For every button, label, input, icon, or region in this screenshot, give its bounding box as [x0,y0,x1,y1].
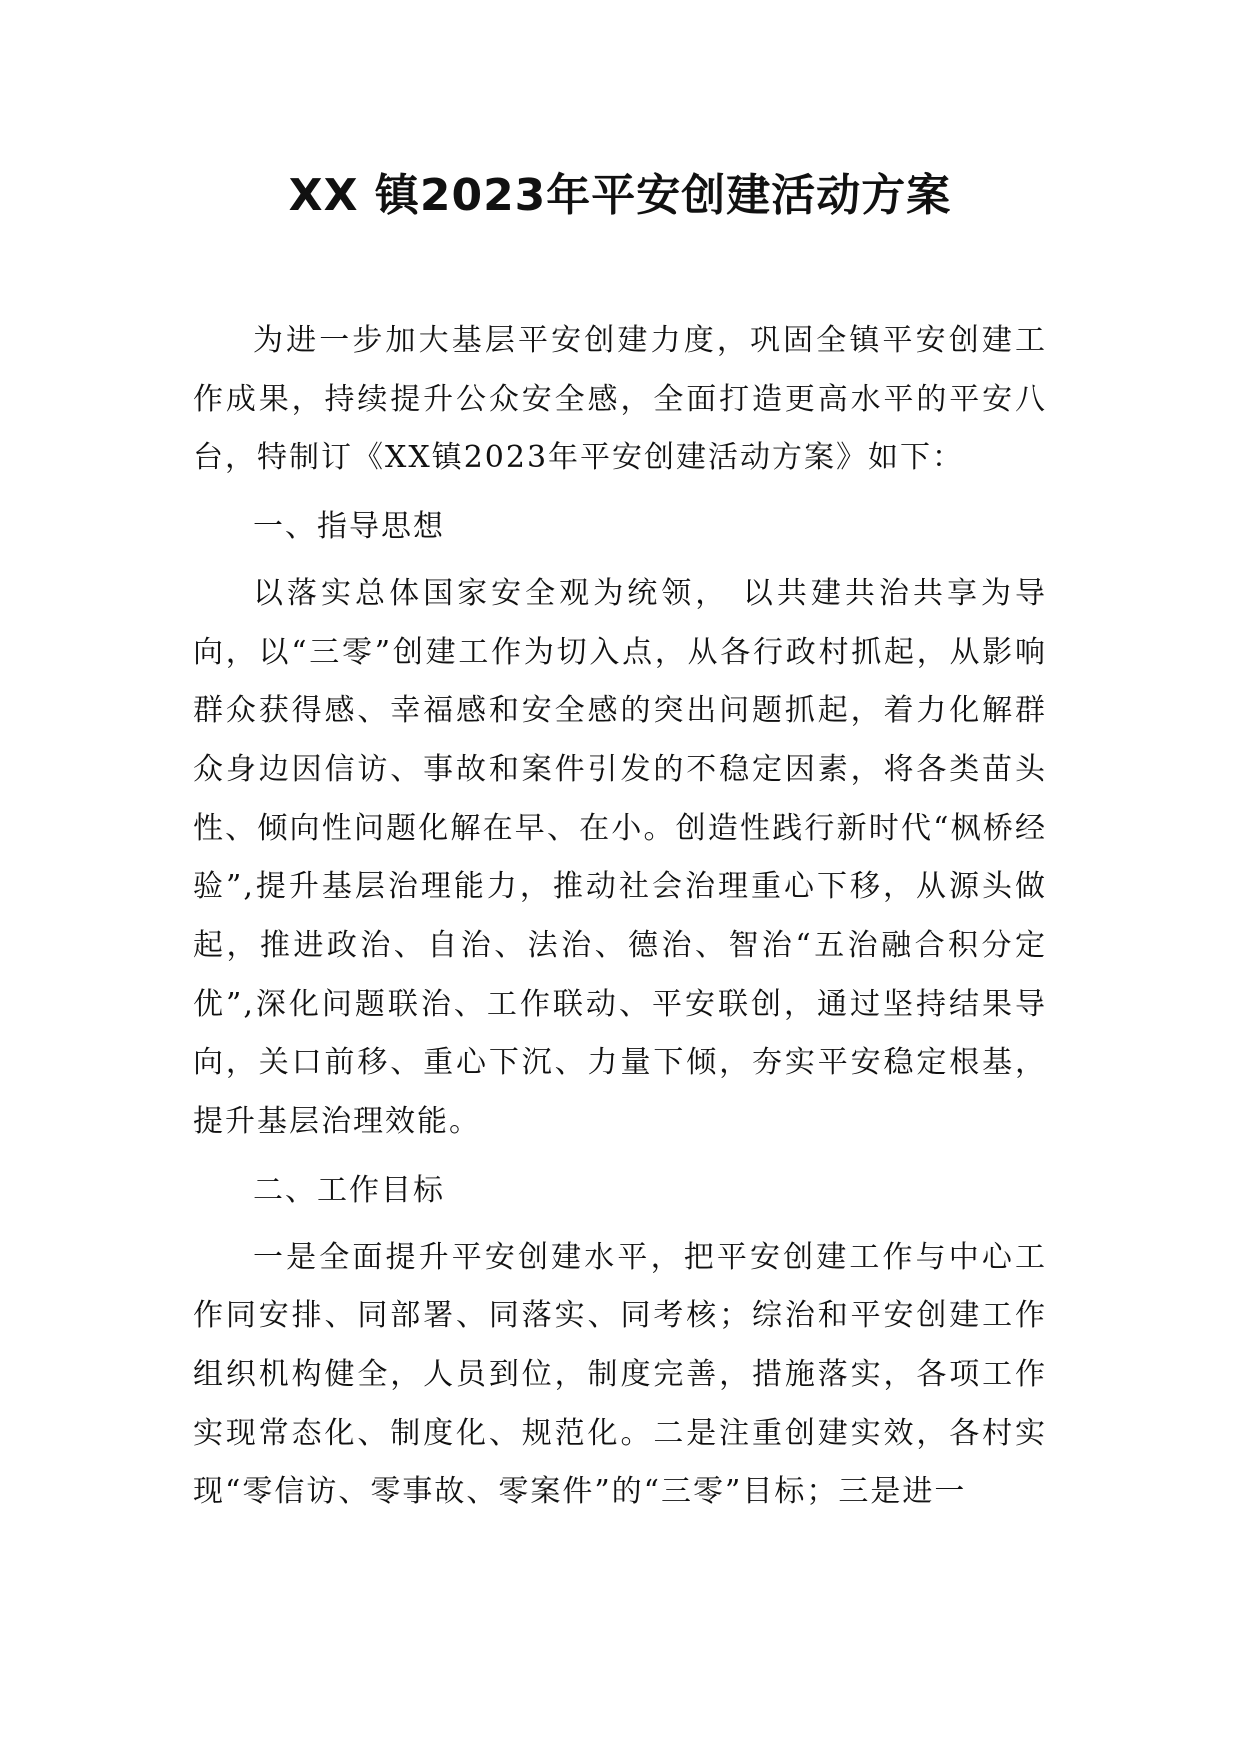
section-body-work-goals: 一是全面提升平安创建水平，把平安创建工作与中心工作同安排、同部署、同落实、同考核；综治和平安创建工作组织机构健全，人员到位，制度完善，措施落实，各项工作实现常态化、制度化、规范化。二是注重创建实效，各村实现“零信访、零事故、零案件”的“三零”目标；三是进一 [193,1239,1047,1510]
document-title: XX 镇2023年平安创建活动方案 [288,170,952,221]
document-body [193,312,1047,1522]
section-heading-work-goals: 二、工作目标 [253,1172,445,1208]
section-body-guiding-ideology: 以落实总体国家安全观为统领， 以共建共治共享为导向，以“三零”创建工作为切入点，从各行政村抓起，从影响群众获得感、幸福感和安全感的突出问题抓起，着力化解群众身边因信访、事故和案件引发的不稳定因素，将各类苗头性、倾向性问题化解在早、在小。创造性践行新时代“枫桥经验”,提升基层治理能力，推动社会治理重心下移，从源头做起，推进政治、自治、法治、德治、智治“五治融合积分定优”,深化问题联治、工作联动、平安联创，通过坚持结果导向，关口前移、重心下沉、力量下倾，夯实平安稳定根基，提升基层治理效能。 [193,575,1047,1140]
intro-paragraph: 为进一步加大基层平安创建力度，巩固全镇平安创建工作成果，持续提升公众安全感，全面打造更高水平的平安八台，特制订《XX镇2023年平安创建活动方案》如下： [193,323,1047,476]
section-heading-guiding-ideology: 一、指导思想 [253,509,445,545]
